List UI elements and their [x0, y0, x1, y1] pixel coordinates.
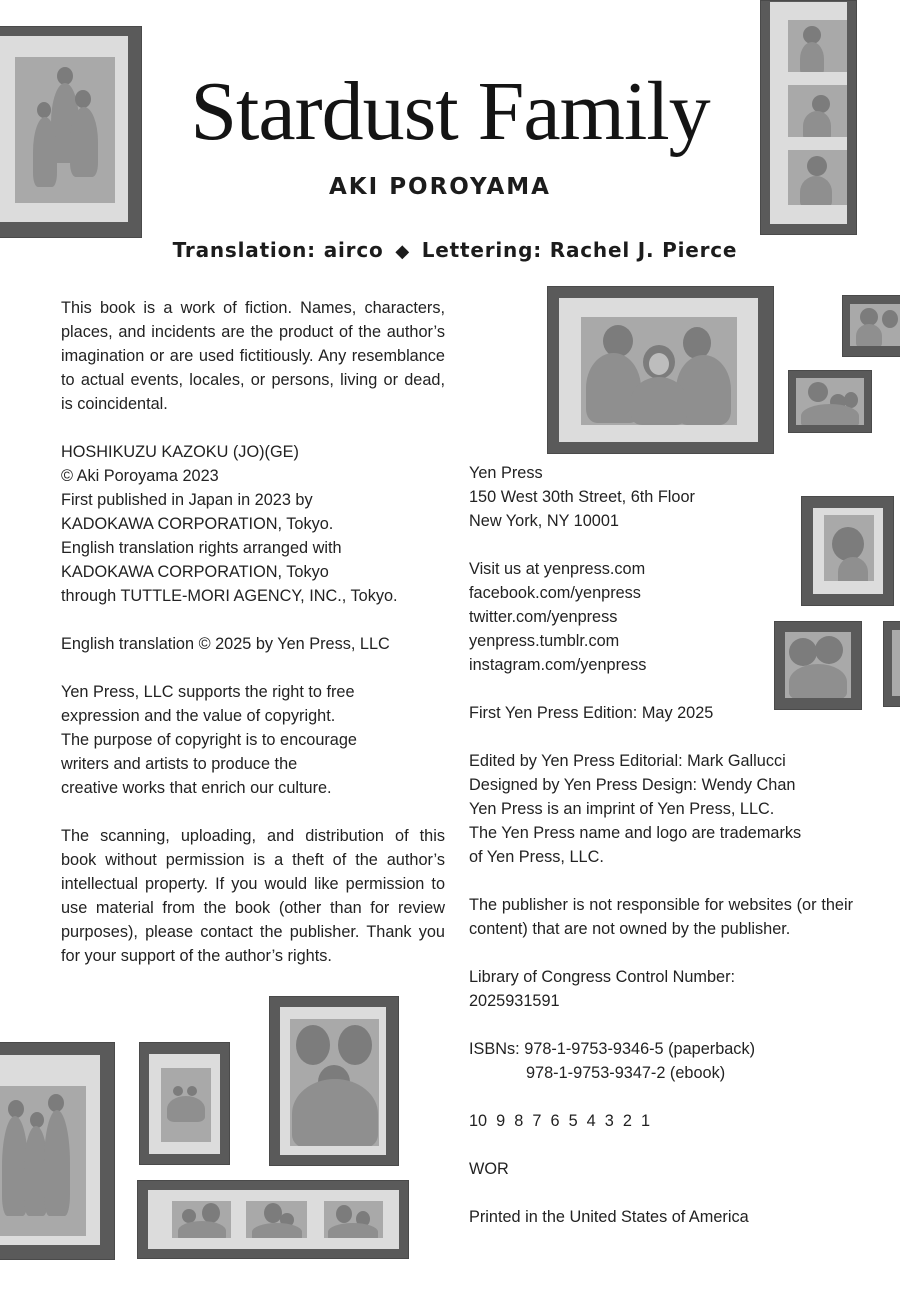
triptych-frame	[760, 0, 857, 235]
link-instagram: instagram.com/yenpress	[469, 656, 647, 674]
small-group-frame	[788, 370, 872, 433]
staff-line: Designed by Yen Press Design: Wendy Chan	[469, 776, 796, 794]
info-line: English translation rights arranged with	[61, 539, 342, 557]
family-portrait-picture	[15, 57, 115, 203]
diamond-separator-icon: ◆	[395, 241, 410, 262]
staff-credits	[469, 749, 859, 869]
isbn-ebook: 978-1-9753-9347-2 (ebook)	[526, 1064, 726, 1082]
staff-line: Edited by Yen Press Editorial: Mark Gallucci	[469, 752, 786, 770]
translation-copyright: English translation © 2025 by Yen Press, LLC	[61, 635, 390, 653]
print-line: 10 9 8 7 6 5 4 3 2 1	[469, 1112, 651, 1130]
group-hug-frame	[269, 996, 399, 1166]
link-website: Visit us at yenpress.com	[469, 560, 646, 578]
staff-line: of Yen Press, LLC.	[469, 848, 604, 866]
book-title: Stardust Family	[190, 65, 710, 158]
hug-picture-frame	[774, 621, 862, 710]
author-name: AKI POROYAMA	[329, 174, 551, 200]
edge-frame	[883, 621, 900, 707]
family-portrait-frame	[0, 26, 142, 238]
info-line: First published in Japan in 2023 by	[61, 491, 313, 509]
support-line: expression and the value of copyright.	[61, 707, 336, 725]
printer-code: WOR	[469, 1160, 509, 1178]
translation-credit: Translation: airco	[172, 238, 384, 262]
link-facebook: facebook.com/yenpress	[469, 584, 641, 602]
credits-line	[150, 238, 760, 262]
info-line: HOSHIKUZU KAZOKU (JO)(GE)	[61, 443, 299, 461]
loc-info	[469, 965, 859, 1013]
staff-line: Yen Press is an imprint of Yen Press, LLC.	[469, 800, 775, 818]
family-standing-frame	[0, 1042, 115, 1260]
address-line: 150 West 30th Street, 6th Floor	[469, 488, 695, 506]
isbn-info	[469, 1037, 859, 1085]
edition-info: First Yen Press Edition: May 2025	[469, 704, 714, 722]
isbn-line	[469, 1037, 859, 1061]
support-line: Yen Press, LLC supports the right to free	[61, 683, 355, 701]
address-line: New York, NY 10001	[469, 512, 619, 530]
info-line: through TUTTLE-MORI AGENCY, INC., Tokyo.	[61, 587, 398, 605]
small-couple-frame	[842, 295, 900, 357]
support-line: creative works that enrich our culture.	[61, 779, 332, 797]
info-line: © Aki Poroyama 2023	[61, 467, 219, 485]
staff-line: The Yen Press name and logo are trademarks	[469, 824, 802, 842]
piracy-notice: The scanning, uploading, and distribution of this book without permission is a theft of the author’s intellectual property. If you would like permission to use material from the book (other than for review purposes), please contact the publisher. Thank you for your support of the author’s rights.	[61, 827, 445, 965]
sitting-family-frame	[139, 1042, 230, 1165]
fiction-disclaimer: This book is a work of fiction. Names, characters, places, and incidents are the product of the author’s imagination or are used fictitiously. Any resemblance to actual events, locales, or persons, living or dead, is coincidental.	[61, 299, 445, 413]
link-twitter: twitter.com/yenpress	[469, 608, 618, 626]
link-tumblr: yenpress.tumblr.com	[469, 632, 620, 650]
isbn-label: ISBNs:	[469, 1040, 520, 1058]
loc-label: Library of Congress Control Number:	[469, 968, 736, 986]
info-line: KADOKAWA CORPORATION, Tokyo	[61, 563, 329, 581]
website-disclaimer: The publisher is not responsible for websites (or their content) that are not owned by the publisher.	[469, 896, 853, 938]
profile-portrait-frame	[801, 496, 894, 606]
lettering-credit: Lettering: Rachel J. Pierce	[421, 238, 738, 262]
horizontal-triptych-frame	[137, 1180, 409, 1259]
isbn-paperback: 978-1-9753-9346-5 (paperback)	[524, 1040, 756, 1058]
support-line: writers and artists to produce the	[61, 755, 298, 773]
original-publication-info	[61, 440, 445, 608]
family-landscape-frame	[547, 286, 774, 454]
info-line: KADOKAWA CORPORATION, Tokyo.	[61, 515, 334, 533]
address-line: Yen Press	[469, 464, 543, 482]
support-line: The purpose of copyright is to encourage	[61, 731, 357, 749]
copyright-support	[61, 680, 445, 800]
printed-in: Printed in the United States of America	[469, 1208, 749, 1226]
loc-number: 2025931591	[469, 992, 560, 1010]
left-column	[61, 296, 445, 992]
